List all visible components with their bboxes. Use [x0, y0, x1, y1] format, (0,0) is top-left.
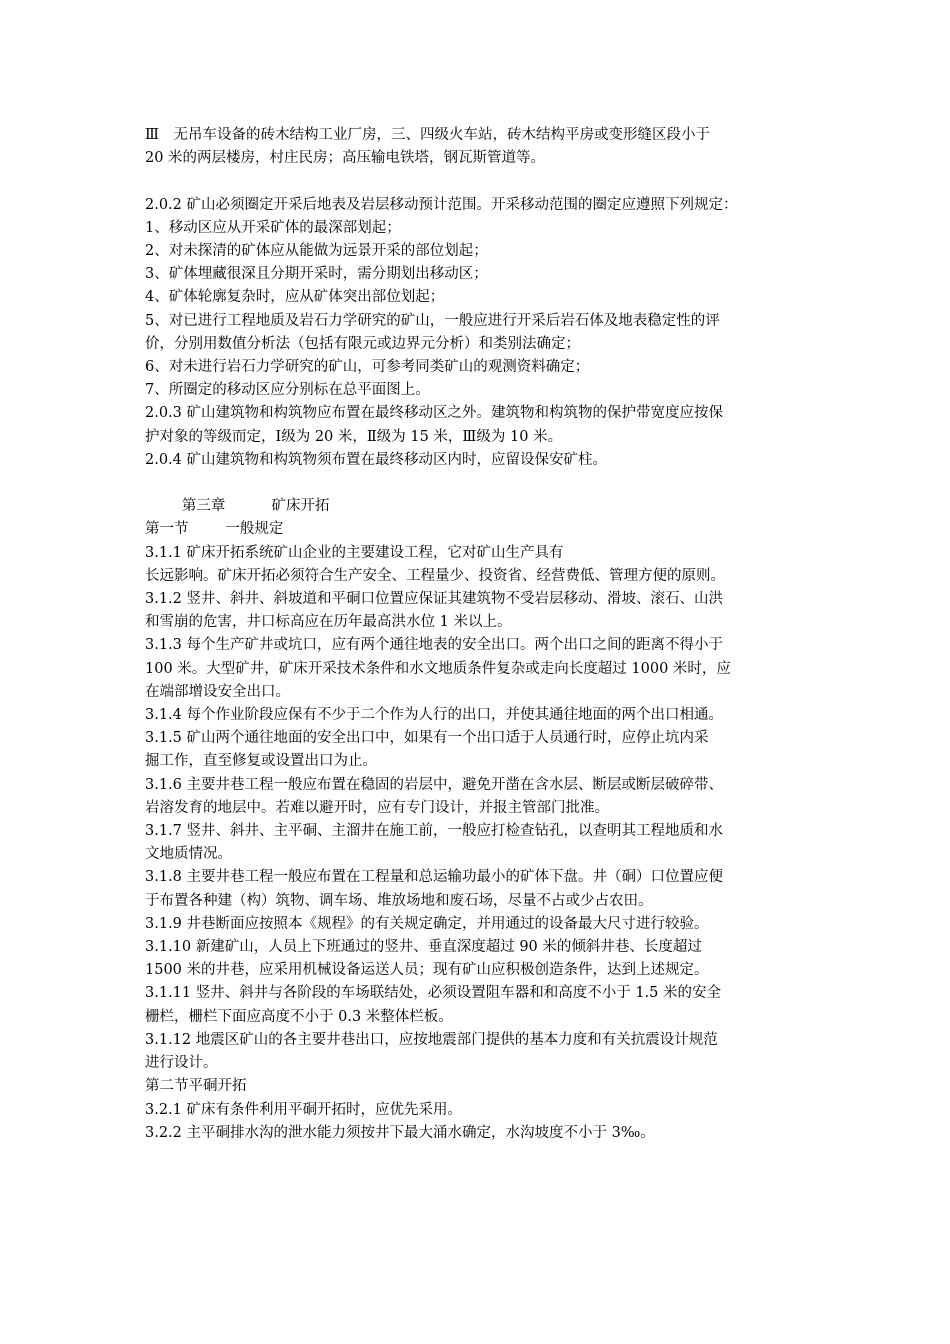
text-line: 栅栏，栅栏下面应高度不小于 0.3 米整体栏板。 — [145, 1008, 453, 1025]
paragraph — [145, 704, 815, 727]
text-line: 第一节 一般规定 — [145, 521, 284, 538]
text-line: 和雪崩的危害，井口标高应在历年最高洪水位 1 米以上。 — [145, 614, 512, 631]
paragraph — [145, 542, 815, 588]
text-line: 3.2.1 矿床有条件利用平硐开拓时，应优先采用。 — [145, 1101, 463, 1118]
paragraph — [145, 263, 815, 286]
text-line: 进行设计。 — [145, 1055, 218, 1072]
text-line: 第三章 矿床开拓 — [145, 498, 330, 515]
paragraph — [145, 310, 815, 356]
paragraph — [145, 588, 815, 634]
paragraph — [145, 1099, 815, 1122]
text-line: Ⅲ 无吊车设备的砖木结构工业厂房，三、四级火车站，砖木结构平房或变形缝区段小于 — [145, 127, 710, 143]
paragraph — [145, 1029, 815, 1075]
paragraph — [145, 634, 815, 704]
text-line: 3.1.8 主要井巷工程一般应布置在工程量和总运输功最小的矿体下盘。井（硐）口位置应便 — [145, 869, 723, 886]
text-line: 6、对未进行岩石力学研究的矿山，可参考同类矿山的观测资料确定； — [145, 359, 590, 376]
paragraph — [145, 356, 815, 379]
text-line: 文地质情况。 — [145, 846, 232, 863]
text-line: 3.1.12 地震区矿山的各主要井巷出口，应按地震部门提供的基本力度和有关抗震设计规范 — [145, 1031, 718, 1048]
text-line: 护对象的等级而定，Ⅰ级为 20 米，Ⅱ级为 15 米，Ⅲ级为 10 米。 — [145, 428, 563, 445]
paragraph — [145, 1122, 815, 1145]
paragraph — [145, 217, 815, 240]
section-heading — [145, 1075, 815, 1098]
text-line: 价，分别用数值分析法（包括有限元或边界元分析）和类别法确定； — [145, 335, 580, 352]
paragraph — [145, 936, 815, 982]
section-heading — [145, 495, 815, 518]
paragraph-gap — [145, 472, 815, 495]
paragraph-gap — [145, 170, 815, 193]
text-line: 2.0.2 矿山必须圈定开采后地表及岩层移动预计范围。开采移动范围的圈定应遵照下列规定： — [145, 196, 738, 213]
text-line: 1500 米的井巷，应采用机械设备运送人员；现有矿山应积极创造条件，达到上述规定。 — [145, 962, 709, 979]
text-line: 2、对未探清的矿体应从能做为远景开采的部位划起； — [145, 243, 488, 259]
paragraph — [145, 240, 815, 263]
text-line: 3.1.7 竖井、斜井、主平硐、主溜井在施工前，一般应打检查钻孔，以查明其工程地质和水 — [145, 823, 723, 840]
text-line: 100 米。大型矿井，矿床开采技术条件和水文地质条件复杂或走向长度超过 1000 米时，应 — [145, 660, 731, 677]
text-line: 3.1.9 井巷断面应按照本《规程》的有关规定确定，并用通过的设备最大尺寸进行较验。 — [145, 915, 709, 932]
paragraph — [145, 820, 815, 866]
paragraph — [145, 774, 815, 820]
paragraph — [145, 124, 815, 170]
text-line: 3.1.1 矿床开拓系统矿山企业的主要建设工程，它对矿山生产具有 — [145, 544, 564, 561]
section-heading — [145, 518, 815, 541]
text-line: 2.0.3 矿山建筑物和构筑物应布置在最终移动区之外。建筑物和构筑物的保护带宽度应按保 — [145, 405, 723, 422]
text-line: 于布置各种建（构）筑物、调车场、堆放场地和废石场，尽量不占或少占农田。 — [145, 892, 653, 909]
text-line: 20 米的两层楼房，村庄民房；高压输电铁塔，钢瓦斯管道等。 — [145, 150, 546, 167]
text-line: 3.1.3 每个生产矿井或坑口，应有两个通往地表的安全出口。两个出口之间的距离不得小于 — [145, 637, 723, 654]
text-line: 1、移动区应从开采矿体的最深部划起； — [145, 219, 401, 236]
text-line: 第二节平硐开拓 — [145, 1078, 247, 1095]
paragraph — [145, 449, 815, 472]
text-line: 3.2.2 主平硐排水沟的泄水能力须按井下最大涌水确定，水沟坡度不小于 3‰。 — [145, 1124, 655, 1141]
paragraph — [145, 727, 815, 773]
paragraph — [145, 402, 815, 448]
text-line: 3.1.2 竖井、斜井、斜坡道和平硐口位置应保证其建筑物不受岩层移动、滑坡、滚石、山洪 — [145, 591, 723, 608]
text-line: 2.0.4 矿山建筑物和构筑物须布置在最终移动区内时，应留设保安矿柱。 — [145, 451, 608, 468]
paragraph — [145, 866, 815, 912]
text-line: 3.1.11 竖井、斜井与各阶段的车场联结处，必须设置阻车器和和高度不小于 1.5 米的安全 — [145, 985, 722, 1002]
text-line: 3.1.6 主要井巷工程一般应布置在稳固的岩层中，避免开凿在含水层、断层或断层破碎带、 — [145, 776, 723, 793]
text-line: 长远影响。矿床开拓必须符合生产安全、工程量少、投资省、经营费低、管理方便的原则。 — [145, 567, 725, 584]
document-page — [145, 124, 815, 1145]
paragraph — [145, 982, 815, 1028]
paragraph — [145, 194, 815, 217]
text-line: 掘工作，直至修复或设置出口为止。 — [145, 753, 377, 770]
text-line: 3.1.10 新建矿山，人员上下班通过的竖井、垂直深度超过 90 米的倾斜井巷、长度超过 — [145, 939, 702, 956]
text-line: 岩溶发育的地层中。若难以避开时，应有专门设计，并报主管部门批准。 — [145, 799, 609, 816]
text-line: 在端部增设安全出口。 — [145, 683, 290, 700]
text-line: 5、对已进行工程地质及岩石力学研究的矿山，一般应进行开采后岩石体及地表稳定性的评 — [145, 312, 720, 329]
paragraph — [145, 913, 815, 936]
text-line: 7、所圈定的移动区应分别标在总平面图上。 — [145, 382, 430, 399]
paragraph — [145, 286, 815, 309]
text-line: 3.1.5 矿山两个通往地面的安全出口中，如果有一个出口适于人员通行时，应停止坑内采 — [145, 730, 709, 747]
paragraph — [145, 379, 815, 402]
text-line: 3、矿体埋藏很深且分期开采时，需分期划出移动区； — [145, 266, 488, 283]
text-line: 4、矿体轮廓复杂时，应从矿体突出部位划起； — [145, 289, 445, 306]
text-line: 3.1.4 每个作业阶段应保有不少于二个作为人行的出口，并使其通往地面的两个出口相通。 — [145, 707, 723, 724]
